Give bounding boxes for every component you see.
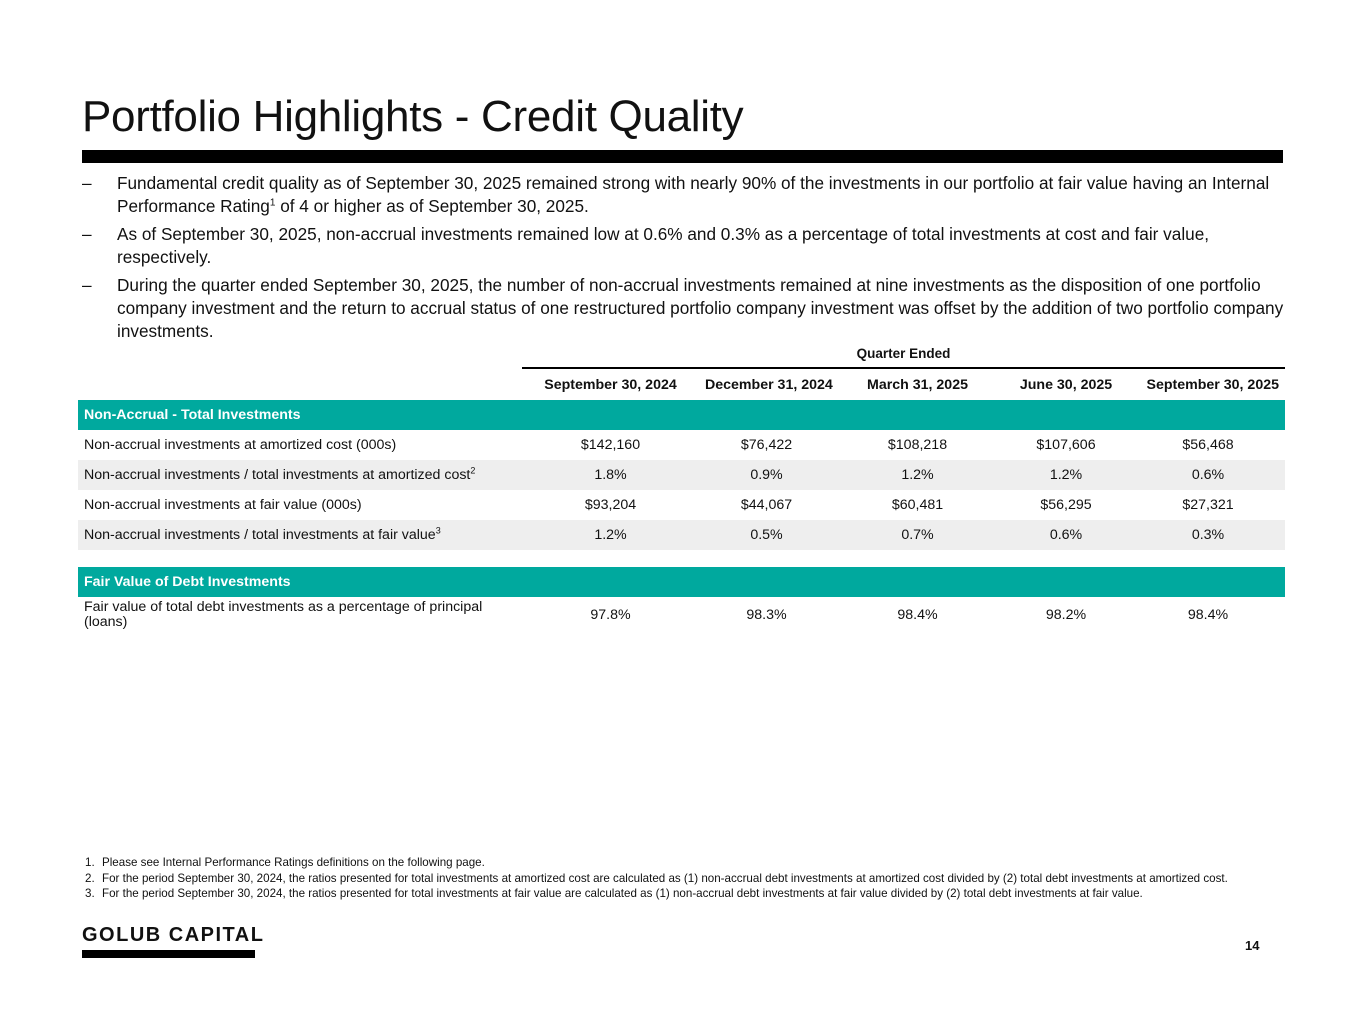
table-row — [78, 597, 1285, 633]
footnotes — [85, 855, 1270, 902]
table-cell: 0.9% — [699, 460, 834, 490]
row-label: Non-accrual investments at amortized cost (000s) — [84, 437, 397, 453]
column-header: September 30, 2024 — [544, 377, 677, 393]
column-header: June 30, 2025 — [1019, 377, 1113, 393]
table-header-row — [78, 370, 1285, 400]
bullet-item — [82, 223, 1287, 269]
table-cell: $56,468 — [1182, 437, 1234, 453]
table-cell: 0.3% — [1131, 520, 1285, 550]
logo-underline-bar — [82, 950, 255, 958]
bullet-dash: – — [82, 224, 92, 244]
page-number: 14 — [1245, 938, 1260, 953]
row-label: Fair value of total debt investments as a percentage of principal (loans) — [84, 599, 483, 630]
column-header-blank — [78, 370, 522, 400]
table-cell: 0.7% — [834, 520, 1001, 550]
table-cell: 98.4% — [897, 606, 938, 623]
bullet-text: Fundamental credit quality as of September 30, 2025 remained strong with nearly 90% of the investments in our portfolio at fair value having an Internal Performance Rating — [117, 173, 1270, 216]
footnote-number: 2. — [85, 871, 95, 885]
footnote-ref: 1 — [269, 197, 276, 209]
table-cell: $56,295 — [1040, 497, 1092, 513]
bullet-dash: – — [82, 275, 92, 295]
quarter-ended-rule — [522, 367, 1285, 369]
footnote-number: 1. — [85, 856, 95, 869]
table-cell: 0.6% — [1131, 460, 1285, 490]
footnote-ref: 3 — [435, 525, 441, 536]
table-cell: $108,218 — [887, 437, 948, 453]
title-rule — [82, 150, 1283, 163]
section-title: Non-Accrual - Total Investments — [78, 400, 1285, 430]
table-cell: $44,067 — [740, 497, 793, 513]
section-title: Fair Value of Debt Investments — [78, 567, 1285, 597]
table-cell: 98.4% — [1187, 606, 1229, 623]
table-cell: 98.3% — [746, 606, 787, 623]
quarter-ended-header: Quarter Ended — [856, 346, 951, 361]
footnote-item — [85, 855, 1270, 871]
table-cell: 1.8% — [522, 460, 699, 490]
table-cell: $27,321 — [1182, 497, 1234, 513]
footnote-text: For the period September 30, 2024, the ratios presented for total investments at fair value are calculated as (1) non-accrual debt investments at fair value divided by (2) total debt investments at fair value. — [102, 887, 1143, 901]
footnote-item — [85, 871, 1270, 887]
page-title: Portfolio Highlights - Credit Quality — [82, 92, 744, 141]
bullet-list — [82, 172, 1287, 348]
table-row — [78, 430, 1285, 460]
row-label: Non-accrual investments at fair value (000s) — [84, 497, 362, 513]
table-cell: $107,606 — [1036, 437, 1096, 453]
column-header: September 30, 2025 — [1146, 377, 1279, 393]
table-cell: 98.2% — [1045, 606, 1087, 623]
table-cell: $60,481 — [891, 497, 944, 513]
table-cell: $76,422 — [740, 437, 793, 453]
table-row — [78, 490, 1285, 520]
footnote-item — [85, 886, 1270, 902]
column-header: December 31, 2024 — [705, 377, 833, 393]
row-label: Non-accrual investments / total investments at fair value$^3$ — [78, 520, 522, 550]
bullet-item — [82, 274, 1287, 343]
column-header: March 31, 2025 — [867, 377, 968, 393]
table-cell: 97.8% — [590, 606, 631, 623]
spacer-row — [78, 550, 1285, 567]
table-row — [78, 460, 1285, 490]
credit-quality-table — [78, 370, 1285, 633]
footnote-ref: 2 — [470, 465, 476, 476]
footnote-text: For the period September 30, 2024, the ratios presented for total investments at amortized cost are calculated as (1) non-accrual debt investments at amortized cost divided by (2) total debt investments at amortized cost. — [102, 871, 1228, 885]
footnote-number: 3. — [85, 887, 95, 901]
section-header-row — [78, 567, 1285, 597]
bullet-text: During the quarter ended September 30, 2025, the number of non-accrual investments remained at nine investments as the disposition of one portfolio company investment and the return to accrual status of one restructured portfolio company investment was offset by the addition of two portfolio company investments. — [117, 275, 1284, 341]
table-cell: 1.2% — [834, 460, 1001, 490]
bullet-text-cont: of 4 or higher as of September 30, 2025. — [275, 196, 589, 216]
table-cell: 1.2% — [1001, 460, 1131, 490]
table-cell: 1.2% — [522, 520, 699, 550]
table-cell: $142,160 — [580, 437, 641, 453]
row-label: Non-accrual investments / total investments at amortized cost$^2$ — [78, 460, 522, 490]
table-cell: $93,204 — [584, 497, 637, 513]
golub-capital-logo: GOLUB CAPITAL — [82, 924, 265, 946]
table-row — [78, 520, 1285, 550]
table-cell: 0.5% — [699, 520, 834, 550]
bullet-dash: – — [82, 173, 92, 193]
bullet-text: As of September 30, 2025, non-accrual investments remained low at 0.6% and 0.3% as a percentage of total investments at cost and fair value, respectively. — [117, 224, 1210, 267]
footnote-text: Please see Internal Performance Ratings definitions on the following page. — [102, 856, 485, 869]
section-header-row — [78, 400, 1285, 430]
table-cell: 0.6% — [1001, 520, 1131, 550]
bullet-item — [82, 172, 1287, 218]
